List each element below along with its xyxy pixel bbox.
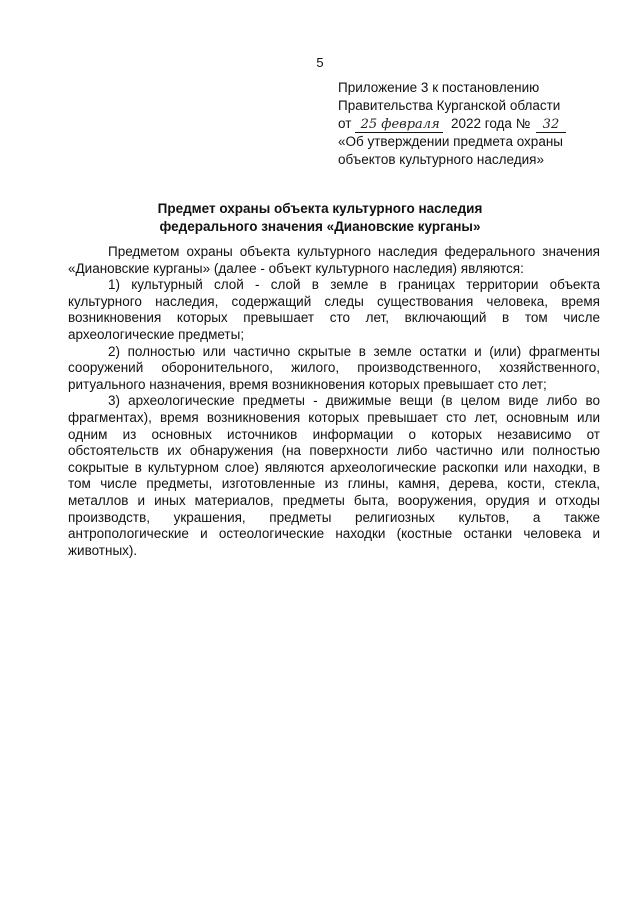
handwritten-date: 25 февраля (355, 118, 443, 133)
page-number: 5 (316, 55, 324, 70)
title-line-1: Предмет охраны объекта культурного наследия (157, 201, 483, 216)
appendix-date-line (338, 115, 618, 133)
document-body (68, 244, 600, 559)
intro-paragraph: Предметом охраны объекта культурного наследия федерального значения «Диановские курганы» (далее - объект культурного наследия) являются: (68, 244, 600, 276)
handwritten-number: 32 (536, 118, 566, 133)
item-2-paragraph: 2) полностью или частично скрытые в земле остатки и (или) фрагменты сооружений оборонительного, жилого, производственного, хозяйственного, ритуального назначения, время возникновения которых превышает сто лет; (68, 343, 600, 392)
item-3-paragraph: 3) археологические предметы - движимые вещи (в целом виде либо во фрагментах), время возникновения которых превышает сто лет, основным или одним из основных источников информации о которых независимо от обстоятельств их обнаружения (на поверхности либо частично или полностью сокрытые в культурном слое) являются археологические раскопки или находки, в том числе предметы, изготовленные из глины, камня, дерева, кости, стекла, металлов и иных материалов, предметы быта, вооружения, орудия и отходы производств, украшения, предметы религиозных культов, а также антропологические и остеологические находки (костные останки человека и животных). (68, 393, 600, 558)
year-text: 2022 года № (450, 116, 531, 131)
appendix-line-1: Приложение 3 к постановлению (338, 80, 540, 95)
appendix-line-2: Правительства Курганской области (338, 98, 561, 113)
appendix-line-4: «Об утверждении предмета охраны (338, 134, 563, 149)
appendix-line-5: объектов культурного наследия» (338, 152, 544, 167)
document-title (0, 200, 640, 236)
title-line-2: федерального значения «Диановские курганы» (159, 219, 481, 234)
appendix-block (338, 79, 618, 169)
item-1-paragraph: 1) культурный слой - слой в земле в границах территории объекта культурного наследия, содержащий следы существования человека, время возникновения которых превышает сто лет, включающий в том числе археологические предметы; (68, 277, 600, 342)
date-prefix: от (338, 116, 352, 131)
